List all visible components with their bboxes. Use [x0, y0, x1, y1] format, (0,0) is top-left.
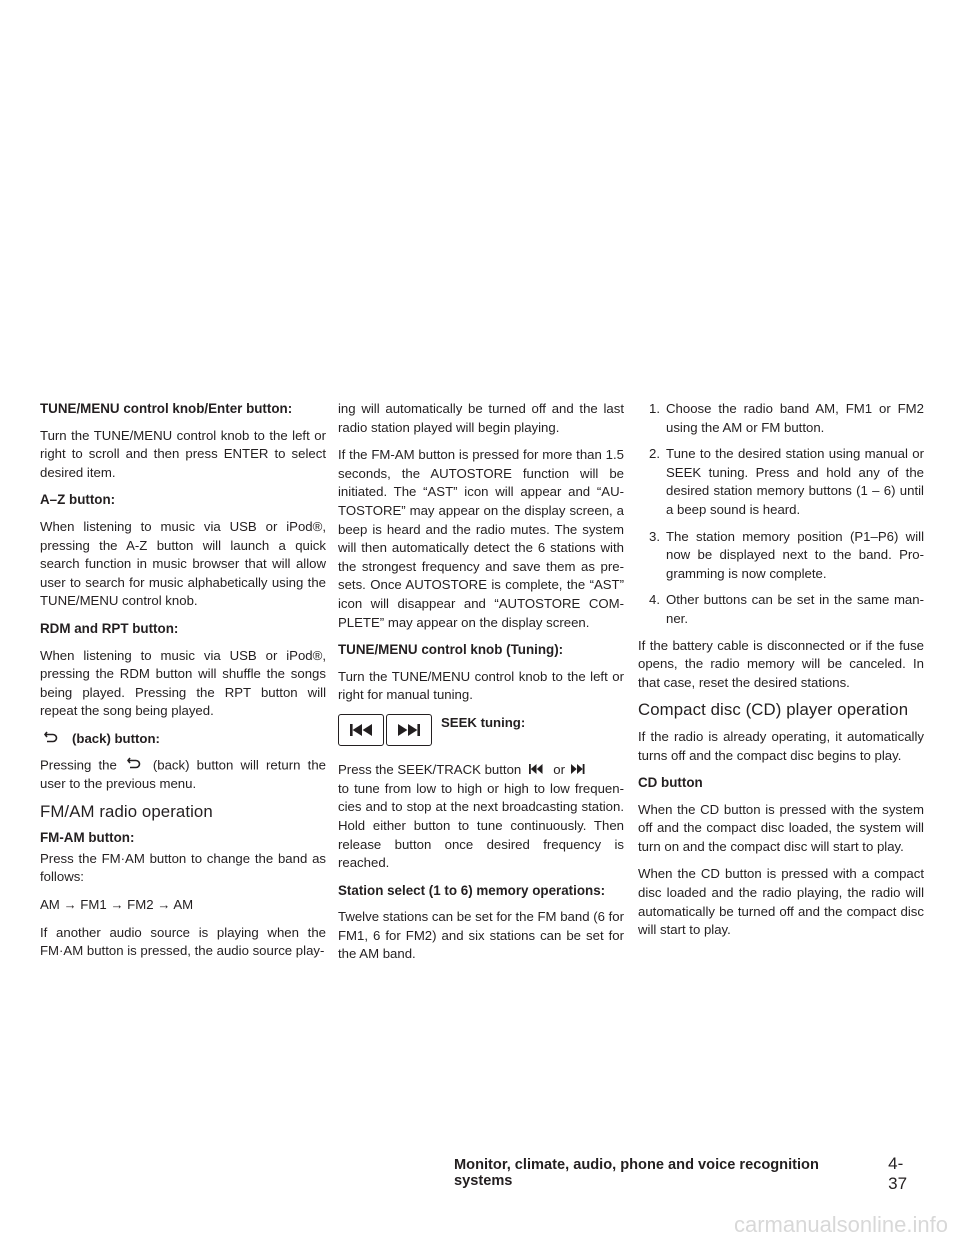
paragraph-battery-cable: If the battery cable is disconnected or if the fuse opens, the radio memory will be canceled. In that case, reset the desired stations. [638, 637, 924, 690]
heading-back-button [40, 730, 326, 750]
column-left [40, 400, 326, 961]
paragraph-audio-source: If another audio source is playing when the FM·AM button is pressed, the audio source play- [40, 924, 326, 959]
heading-back-button-label: (back) button: [72, 731, 160, 747]
paragraph-twelve-stations: Twelve stations can be set for the FM band (6 for FM1, 6 for FM2) and six stations can be set for the AM band. [338, 909, 624, 962]
section-title-cd-player: Compact disc (CD) player operation [638, 700, 909, 720]
memory-steps-list [638, 400, 924, 629]
seek-next-icon [571, 761, 585, 780]
step-number: 3. [649, 528, 660, 544]
back-text-b: (back) button will return the user to the previous menu. [40, 756, 326, 792]
paragraph-a-z-button: When listening to music via USB or iPod®, pressing the A-Z button will launch a quick search function in music browser that will allow user to search for music alphabetically using the TUNE/MENU control knob. [40, 518, 326, 609]
paragraph-autostore: If the FM-AM button is pressed for more than 1.5 seconds, the AUTOSTORE function will be initiated. The “AST” icon will appear and “AU-TOSTORE” may appear on the display screen, a beep is heard and the radio mutes. The system will then automatically detect the 6 stations with the strongest frequency and save them as pre-sets. Once AUTOSTORE is complete, the “AST” icon will disappear and “AUTOSTORE COM-PLETE” may appear on the display screen. [338, 447, 624, 630]
paragraph-last-station: ing will automatically be turned off and the last radio station played will begin playing. [338, 401, 624, 435]
memory-step [638, 400, 924, 437]
seek-tuning-row [338, 714, 624, 747]
watermark: carmanualsonline.info [733, 1212, 948, 1237]
step-number: 4. [649, 592, 660, 608]
seek-next-button-illustration [386, 714, 432, 746]
heading-station-memory: Station select (1 to 6) memory operations: [338, 882, 606, 898]
step-text: Tune to the desired station using manual or SEEK tuning. Press and hold any of the desired station memory buttons (1 – 6) until a beep sound is heard. [666, 446, 924, 517]
heading-fm-am-button: FM-AM button: [40, 830, 135, 846]
memory-step [638, 528, 924, 584]
column-right [638, 400, 924, 949]
heading-rdm-rpt-button: RDM and RPT button: [40, 620, 179, 636]
page-number: 4-37 [888, 1154, 908, 1193]
paragraph-band-sequence: AM → FM1 → FM2 → AM [40, 897, 194, 913]
heading-cd-button: CD button [638, 775, 703, 791]
seek-next-icon [396, 723, 422, 737]
step-text: Choose the radio band AM, FM1 or FM2 using the AM or FM button. [666, 401, 924, 435]
paragraph-fm-am-button: Press the FM·AM button to change the band as follows: [40, 850, 326, 885]
paragraph-cd-auto-play: If the radio is already operating, it automatically turns off and the compact disc begins to play. [638, 728, 924, 763]
step-number: 2. [649, 446, 660, 462]
seek-previous-icon [348, 723, 374, 737]
seek-tuning-label: SEEK tuning: [441, 714, 526, 730]
seek-previous-icon [529, 761, 543, 780]
back-arrow-icon [127, 756, 141, 776]
step-text: Other buttons can be set in the same man-ner. [666, 592, 924, 626]
step-text: The station memory position (P1–P6) will now be displayed next to the band. Pro-gramming is now complete. [666, 528, 924, 581]
footer-chapter-title: Monitor, climate, audio, phone and voice recognition systems [454, 1157, 819, 1189]
step-number: 1. [649, 401, 660, 416]
page-footer [454, 1154, 922, 1194]
memory-step [638, 591, 924, 628]
seek-text-a: Press the SEEK/TRACK button [338, 761, 522, 777]
paragraph-tune-menu-enter: Turn the TUNE/MENU control knob to the left or right to scroll and then press ENTER to select desired item. [40, 427, 326, 480]
paragraph-manual-tuning: Turn the TUNE/MENU control knob to the left or right for manual tuning. [338, 668, 624, 703]
heading-a-z-button: A–Z button: [40, 492, 116, 508]
paragraph-cd-radio-playing: When the CD button is pressed with a compact disc loaded and the radio playing, the radio will automatically be turned off and the compact disc will start to play. [638, 866, 924, 938]
paragraph-seek-track [338, 761, 624, 873]
back-arrow-icon [44, 730, 58, 750]
heading-tune-menu-enter: TUNE/MENU control knob/Enter button: [40, 401, 293, 416]
memory-step [638, 445, 924, 519]
paragraph-back-button [40, 756, 326, 794]
seek-text-or: or [553, 761, 565, 777]
paragraph-cd-system-off: When the CD button is pressed with the system off and the compact disc loaded, the system will turn on and the compact disc will start to play. [638, 801, 924, 854]
heading-tuning-knob: TUNE/MENU control knob (Tuning): [338, 642, 564, 658]
back-text-a: Pressing the [40, 756, 117, 772]
seek-text-b: to tune from low to high or high to low frequen-cies and to stop at the next broadcasting station. Hold either button to tune continuously. Then release button once desired frequency is reached. [338, 780, 624, 871]
section-title-fm-am: FM/AM radio operation [40, 801, 213, 821]
seek-previous-button-illustration [338, 714, 384, 746]
column-middle [338, 400, 624, 973]
paragraph-rdm-rpt-button: When listening to music via USB or iPod®, pressing the RDM button will shuffle the songs being played. Pressing the RPT button will repeat the song being played. [40, 647, 326, 719]
